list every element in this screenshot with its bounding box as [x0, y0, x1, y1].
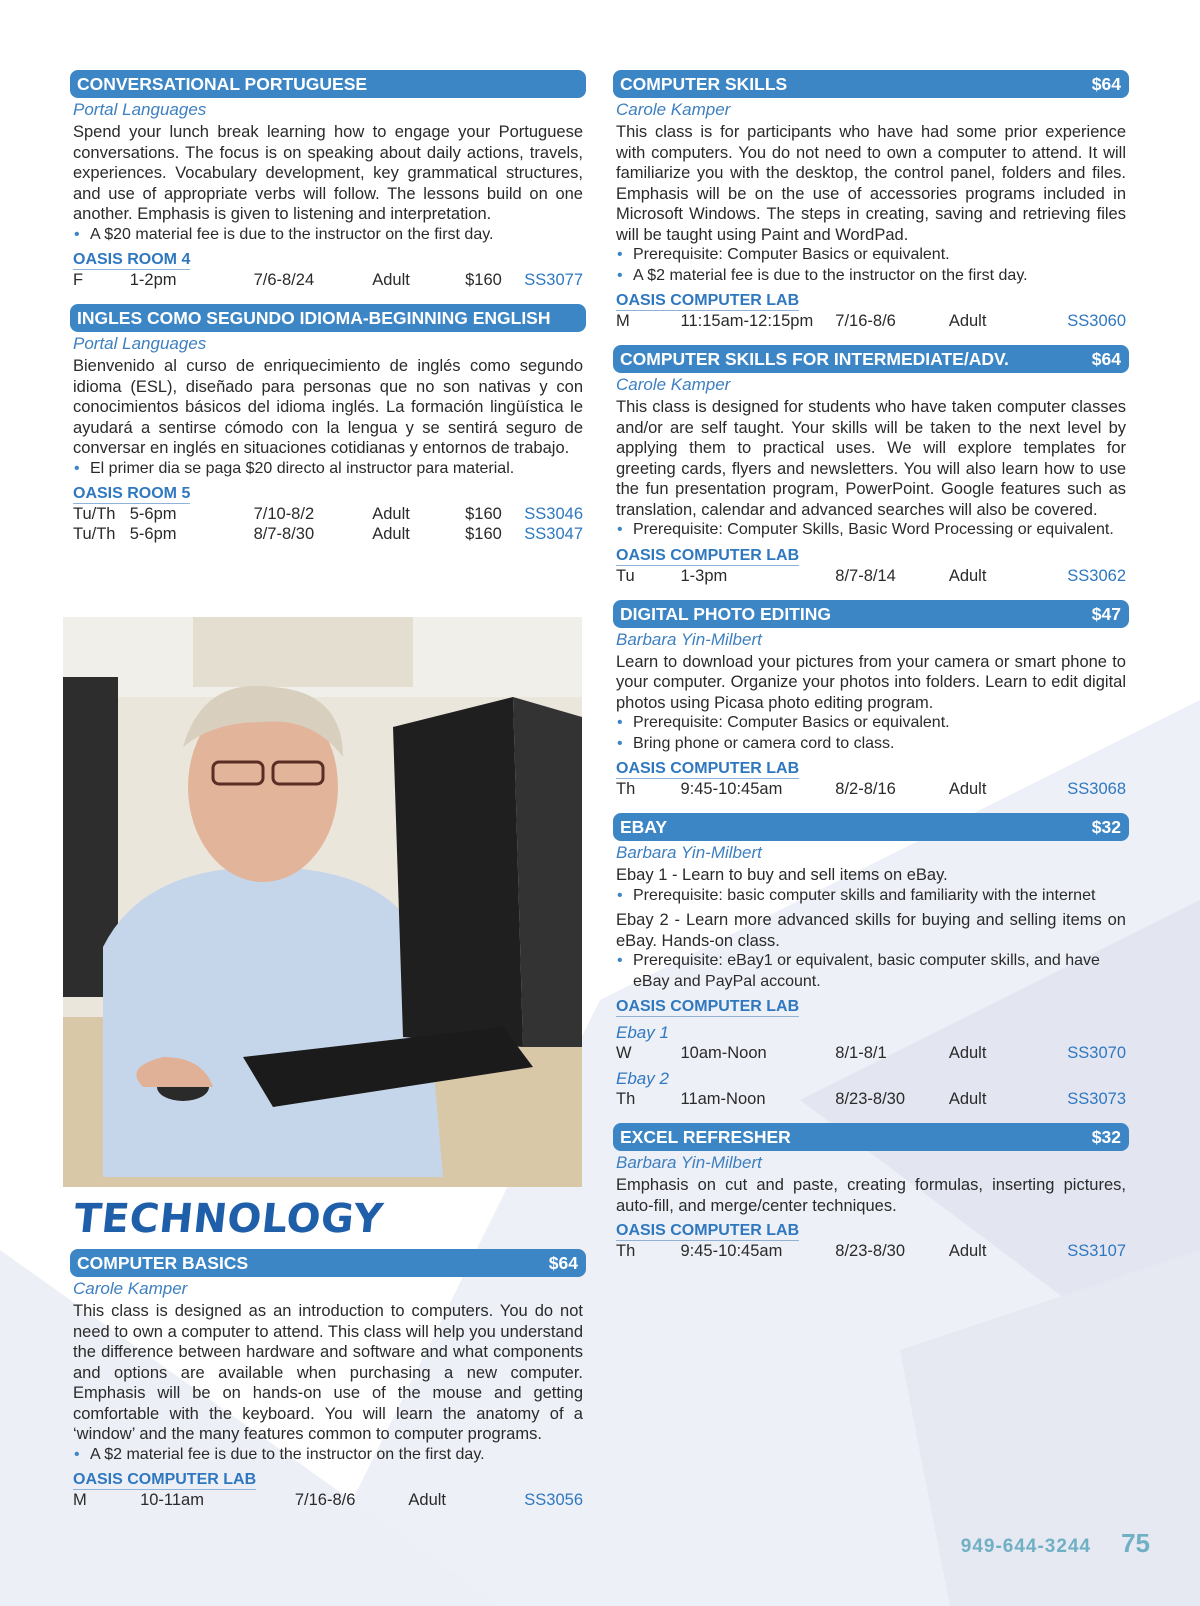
course-header	[613, 70, 1129, 98]
course-listing	[613, 70, 1129, 331]
course-price	[570, 304, 578, 332]
course-price: $32	[1091, 817, 1121, 837]
course-note: • Prerequisite: basic computer skills and familiarity with the internet	[616, 886, 1129, 907]
schedule-day: M	[616, 312, 630, 330]
course-description: Ebay 2 - Learn more advanced skills for buying and selling items on eBay. Hands-on class.	[616, 911, 1126, 950]
schedule-time: 5-6pm	[129, 505, 177, 523]
schedule-fee: $160	[465, 525, 502, 543]
schedule-table	[616, 1241, 1132, 1261]
course-title: COMPUTER SKILLS	[620, 74, 788, 94]
right-column	[613, 70, 1129, 1275]
instructor-name: Barbara Yin-Milbert	[616, 843, 762, 862]
course-location: OASIS COMPUTER LAB	[616, 1222, 800, 1239]
schedule-level: Adult	[948, 566, 987, 585]
course-notes	[613, 951, 1129, 992]
course-note: • Prerequisite: Computer Basics or equivalent.	[616, 713, 1129, 734]
schedule-level: Adult	[372, 525, 410, 543]
course-price: $64	[1091, 349, 1121, 369]
schedule-code[interactable]: SS3070	[1067, 1044, 1126, 1062]
schedule-day: M	[73, 1491, 87, 1509]
schedule-table	[616, 311, 1132, 331]
course-listing	[70, 70, 586, 290]
course-header	[70, 1249, 586, 1277]
schedule-day: Tu	[616, 566, 635, 585]
schedule-code[interactable]: SS3107	[1067, 1242, 1126, 1260]
course-description: This class is designed for students who have taken computer classes and/or are self taught. Your skills will be taken to the next level by applying them to practical uses. We will explore templates for greeting cards, flyers and newsletters. You will also learn how to use the fun presentation program, PowerPoint. Google features such as translation, calendar and advanced searches will also be covered.	[616, 398, 1126, 519]
course-title: EBAY	[620, 817, 668, 837]
course-notes	[613, 520, 1129, 541]
schedule-row	[616, 1089, 1132, 1109]
course-price: $32	[1091, 1127, 1121, 1147]
course-listing	[613, 1123, 1129, 1261]
course-notes	[613, 713, 1129, 754]
course-header	[613, 813, 1129, 841]
course-header	[613, 1123, 1129, 1151]
course-listing	[70, 1249, 586, 1510]
schedule-code[interactable]: SS3060	[1067, 312, 1126, 330]
course-notes	[70, 1445, 586, 1466]
footer	[961, 1528, 1150, 1559]
course-location: OASIS COMPUTER LAB	[616, 292, 800, 309]
course-title: COMPUTER SKILLS FOR INTERMEDIATE/ADV.	[620, 349, 1009, 369]
schedule-level: Adult	[408, 1491, 446, 1509]
schedule-dates: 8/2-8/16	[835, 780, 896, 798]
schedule-code[interactable]: SS3046	[524, 505, 583, 523]
schedule-level: Adult	[372, 271, 410, 289]
schedule-day: Tu/Th	[73, 525, 116, 543]
schedule-table	[616, 1043, 1132, 1063]
course-title: INGLES COMO SEGUNDO IDIOMA-BEGINNING ENGLISH	[77, 308, 551, 328]
course-note: • Prerequisite: Computer Skills, Basic Word Processing or equivalent.	[616, 520, 1129, 541]
course-location: OASIS COMPUTER LAB	[616, 546, 800, 564]
instructor-name: Portal Languages	[73, 100, 207, 119]
session-name: Ebay 2	[616, 1069, 669, 1088]
instructor-name: Carole Kamper	[616, 375, 731, 394]
schedule-day: F	[73, 271, 84, 289]
schedule-table	[73, 1490, 589, 1510]
course-note: • El primer dia se paga $20 directo al instructor para material.	[73, 459, 586, 480]
course-location: OASIS COMPUTER LAB	[616, 760, 800, 777]
course-description: Learn to download your pictures from your camera or smart phone to your computer. Organize your photos into folders. Learn to edit digital photos using Picasa photo editing program.	[616, 652, 1126, 712]
schedule-time: 9:45-10:45am	[680, 1242, 783, 1260]
course-listing	[70, 304, 586, 544]
schedule-table	[616, 1089, 1132, 1109]
schedule-time: 11:15am-12:15pm	[680, 312, 814, 330]
section-heading: TECHNOLOGY	[71, 1196, 386, 1242]
schedule-code[interactable]: SS3073	[1067, 1090, 1126, 1108]
instructor-name: Carole Kamper	[616, 100, 731, 119]
instructor-name: Portal Languages	[73, 334, 207, 353]
schedule-dates: 8/1-8/1	[835, 1044, 887, 1062]
course-description: This class is for participants who have had some prior experience with computers. You do not need to own a computer to attend. It will familiarize you with the desktop, the control panel, folders and files. Emphasis will be on the use of accessories programs included in Microsoft Windows. The steps in creating, saving and retrieving files will be taught using Paint and WordPad.	[616, 123, 1126, 244]
course-notes	[70, 459, 586, 480]
page-number: 75	[1121, 1528, 1150, 1558]
course-listing	[613, 600, 1129, 800]
schedule-level: Adult	[372, 505, 410, 523]
schedule-row	[616, 1241, 1132, 1261]
course-description: Bienvenido al curso de enriquecimiento de inglés como segundo idioma (ESL), diseñado para personas que no son nativas y con conocimientos básicos del idioma inglés. La formación lingüística le ayudará a sentirse cómodo con la lengua y se sentirá seguro de conversar en inglés en situaciones cotidianas y entornos de trabajo.	[73, 357, 583, 457]
schedule-row	[616, 779, 1132, 799]
course-price: $64	[1091, 74, 1121, 94]
course-description: Emphasis on cut and paste, creating formulas, inserting pictures, auto-fill, and merge/center techniques.	[616, 1176, 1126, 1215]
schedule-dates: 8/23-8/30	[835, 1090, 906, 1108]
schedule-time: 9:45-10:45am	[680, 780, 783, 798]
schedule-day: Th	[616, 780, 636, 798]
course-description: Spend your lunch break learning how to engage your Portuguese conversations. The focus is on speaking about daily actions, travels, experiences. Vocabulary development, key grammatical structures, and use of appropriate verbs will follow. The lessons build on one another. Emphasis is given to listening and interpretation.	[73, 123, 583, 223]
schedule-level: Adult	[948, 1090, 987, 1108]
schedule-dates: 7/10-8/2	[253, 505, 315, 523]
course-location: OASIS ROOM 5	[73, 485, 191, 502]
schedule-time: 10am-Noon	[680, 1044, 767, 1062]
course-note: • A $2 material fee is due to the instructor on the first day.	[616, 266, 1129, 287]
course-title: CONVERSATIONAL PORTUGUESE	[77, 74, 368, 94]
course-listing	[613, 345, 1129, 586]
course-description: This class is designed as an introduction to computers. You do not need to own a computer to attend. This class will help you understand the difference between hardware and software and what components and options are available when purchasing a new computer. Emphasis will be on hands-on use of the mouse and getting comfortable with the keyboard. You will learn the anatomy of a ‘window’ and the many features common to computer programs.	[73, 1302, 583, 1443]
schedule-table	[73, 504, 589, 544]
schedule-fee: $160	[465, 505, 502, 523]
course-listing-ebay	[613, 813, 1129, 1109]
schedule-code[interactable]: SS3068	[1067, 780, 1126, 798]
instructor-name: Barbara Yin-Milbert	[616, 629, 762, 649]
schedule-time: 10-11am	[140, 1491, 204, 1509]
course-header	[70, 70, 586, 98]
schedule-dates: 8/7-8/30	[253, 525, 315, 543]
schedule-row	[616, 1043, 1132, 1063]
course-note: • Prerequisite: Computer Basics or equivalent.	[616, 245, 1129, 266]
schedule-table	[73, 270, 589, 290]
course-note: • A $2 material fee is due to the instructor on the first day.	[73, 1445, 586, 1466]
schedule-row	[73, 524, 589, 544]
course-notes	[613, 886, 1129, 907]
instructor-name: Carole Kamper	[73, 1279, 188, 1298]
schedule-time: 1-2pm	[129, 271, 177, 289]
course-price: $64	[548, 1253, 578, 1273]
course-location: OASIS ROOM 4	[73, 251, 191, 268]
course-header	[613, 600, 1129, 628]
schedule-row	[73, 1490, 589, 1510]
course-location: OASIS COMPUTER LAB	[73, 1471, 257, 1488]
course-header	[613, 345, 1129, 373]
schedule-row	[616, 311, 1132, 331]
schedule-code[interactable]: SS3047	[524, 525, 583, 543]
course-title: COMPUTER BASICS	[77, 1253, 249, 1273]
course-header	[70, 304, 586, 332]
schedule-code[interactable]: SS3056	[524, 1491, 583, 1509]
schedule-table	[616, 566, 1132, 586]
course-notes	[613, 245, 1129, 286]
schedule-row	[616, 566, 1132, 586]
schedule-fee: $160	[465, 271, 502, 289]
schedule-day: Th	[616, 1242, 636, 1260]
schedule-time: 5-6pm	[129, 525, 177, 543]
schedule-level: Adult	[948, 312, 987, 330]
course-notes	[70, 225, 586, 246]
schedule-code[interactable]: SS3077	[524, 271, 583, 289]
schedule-dates: 7/16-8/6	[835, 312, 896, 330]
left-column	[70, 70, 586, 558]
schedule-code[interactable]: SS3062	[1067, 566, 1126, 585]
schedule-table	[616, 779, 1132, 799]
schedule-time: 11am-Noon	[680, 1090, 766, 1108]
schedule-day: Tu/Th	[73, 505, 116, 523]
schedule-dates: 8/7-8/14	[835, 566, 896, 585]
course-note: • Prerequisite: eBay1 or equivalent, basic computer skills, and have eBay and PayPal account.	[616, 951, 1129, 992]
instructor-name: Barbara Yin-Milbert	[616, 1153, 762, 1172]
course-description: Ebay 1 - Learn to buy and sell items on eBay.	[616, 866, 948, 884]
schedule-day: Th	[616, 1090, 636, 1108]
schedule-level: Adult	[948, 1044, 987, 1062]
course-location: OASIS COMPUTER LAB	[616, 998, 800, 1015]
schedule-dates: 7/6-8/24	[253, 271, 315, 289]
schedule-dates: 8/23-8/30	[835, 1242, 906, 1260]
schedule-level: Adult	[948, 780, 987, 798]
photo-man-at-computer	[63, 617, 582, 1187]
schedule-day: W	[616, 1044, 632, 1062]
course-title: EXCEL REFRESHER	[620, 1127, 791, 1147]
course-title: DIGITAL PHOTO EDITING	[620, 603, 831, 624]
schedule-row	[73, 504, 589, 524]
phone-number: 949-644-3244	[960, 1536, 1092, 1557]
course-note: • A $20 material fee is due to the instructor on the first day.	[73, 225, 586, 246]
course-note: • Bring phone or camera cord to class.	[616, 734, 1129, 755]
schedule-level: Adult	[948, 1242, 987, 1260]
schedule-time: 1-3pm	[680, 566, 728, 585]
left-column-bottom	[70, 1249, 586, 1524]
schedule-dates: 7/16-8/6	[294, 1491, 356, 1509]
schedule-row	[73, 270, 589, 290]
session-name: Ebay 1	[616, 1023, 669, 1042]
course-price	[570, 70, 578, 98]
course-price: $47	[1091, 603, 1121, 624]
